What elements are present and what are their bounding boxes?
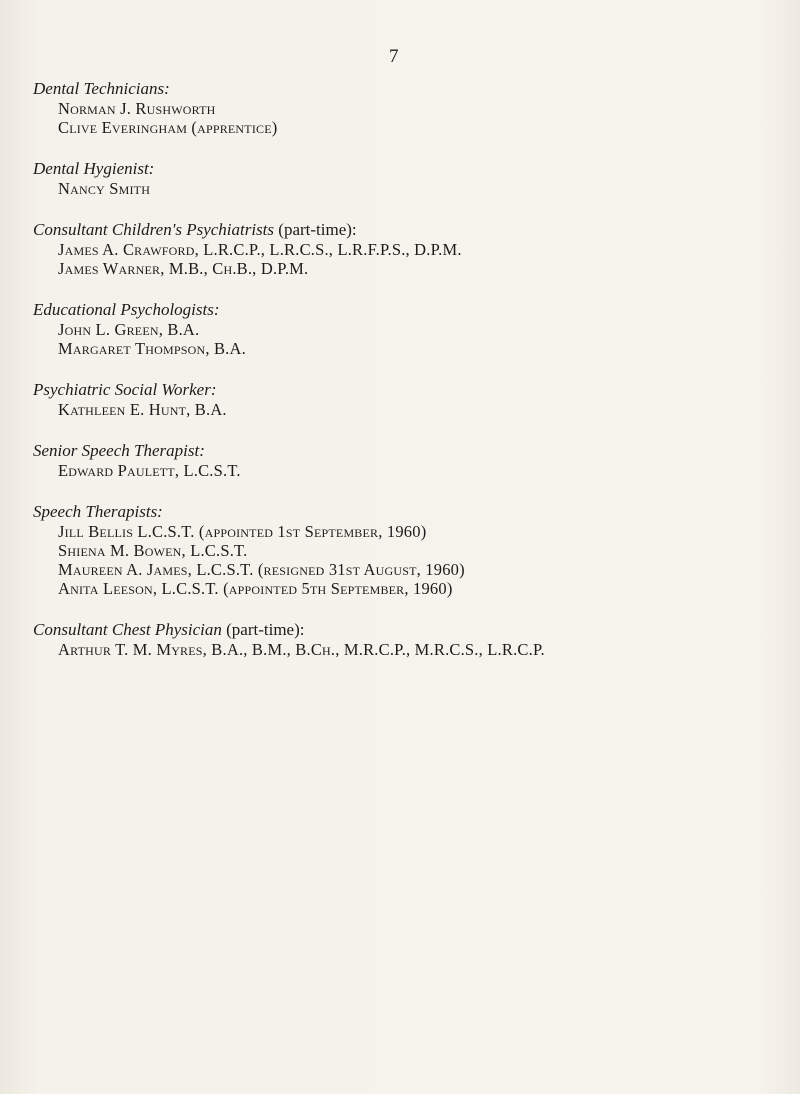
- staff-entry: Edward Paulett, L.C.S.T.: [58, 461, 241, 480]
- section-heading: [33, 300, 773, 320]
- role-title: Speech Therapists:: [33, 502, 163, 521]
- role-title: Consultant Children's Psychiatrists: [33, 220, 275, 239]
- staff-entry: Jill Bellis L.C.S.T. (appointed 1st September, 1960): [58, 522, 427, 541]
- staff-entry: Margaret Thompson, B.A.: [58, 339, 246, 358]
- role-title: Educational Psychologists:: [33, 300, 220, 319]
- section-heading: [33, 79, 773, 99]
- staff-entry: Kathleen E. Hunt, B.A.: [58, 400, 227, 419]
- staff-list: [33, 79, 773, 681]
- staff-section-senior-speech-therapist: [33, 441, 773, 480]
- staff-section-speech-therapists: [33, 502, 773, 598]
- staff-entry: Nancy Smith: [58, 179, 151, 198]
- staff-section-dental-hygienist: [33, 159, 773, 198]
- section-heading: [33, 441, 773, 461]
- staff-entry: Anita Leeson, L.C.S.T. (appointed 5th September, 1960): [58, 579, 453, 598]
- role-title: Consultant Chest Physician: [33, 620, 222, 639]
- role-title: Psychiatric Social Worker:: [33, 380, 217, 399]
- section-heading: [33, 380, 773, 400]
- staff-section-chest-physician: [33, 620, 773, 659]
- staff-section-child-psychiatrists: [33, 220, 773, 278]
- section-heading: [33, 502, 773, 522]
- section-heading: [33, 159, 773, 179]
- role-title: Senior Speech Therapist:: [33, 441, 205, 460]
- staff-section-educational-psychologists: [33, 300, 773, 358]
- staff-entry: Maureen A. James, L.C.S.T. (resigned 31st August, 1960): [58, 560, 465, 579]
- staff-entry: John L. Green, B.A.: [58, 320, 200, 339]
- staff-entry: James Warner, M.B., Ch.B., D.P.M.: [58, 259, 309, 278]
- staff-entry: James A. Crawford, L.R.C.P., L.R.C.S., L.R.F.P.S., D.P.M.: [58, 240, 462, 259]
- role-title: Dental Hygienist:: [33, 159, 155, 178]
- staff-entry: Clive Everingham (apprentice): [58, 118, 278, 137]
- role-qualifier: (part-time):: [221, 620, 305, 639]
- section-heading: [33, 220, 773, 240]
- page-number: 7: [389, 46, 399, 67]
- role-qualifier: (part-time):: [274, 220, 357, 239]
- staff-entry: Norman J. Rushworth: [58, 99, 216, 118]
- staff-entry: Arthur T. M. Myres, B.A., B.M., B.Ch., M.R.C.P., M.R.C.S., L.R.C.P.: [58, 640, 545, 659]
- staff-entry: Shiena M. Bowen, L.C.S.T.: [58, 541, 248, 560]
- role-title: Dental Technicians:: [33, 79, 170, 98]
- section-heading: [33, 620, 773, 640]
- staff-section-psychiatric-social-worker: [33, 380, 773, 419]
- staff-section-dental-technicians: [33, 79, 773, 137]
